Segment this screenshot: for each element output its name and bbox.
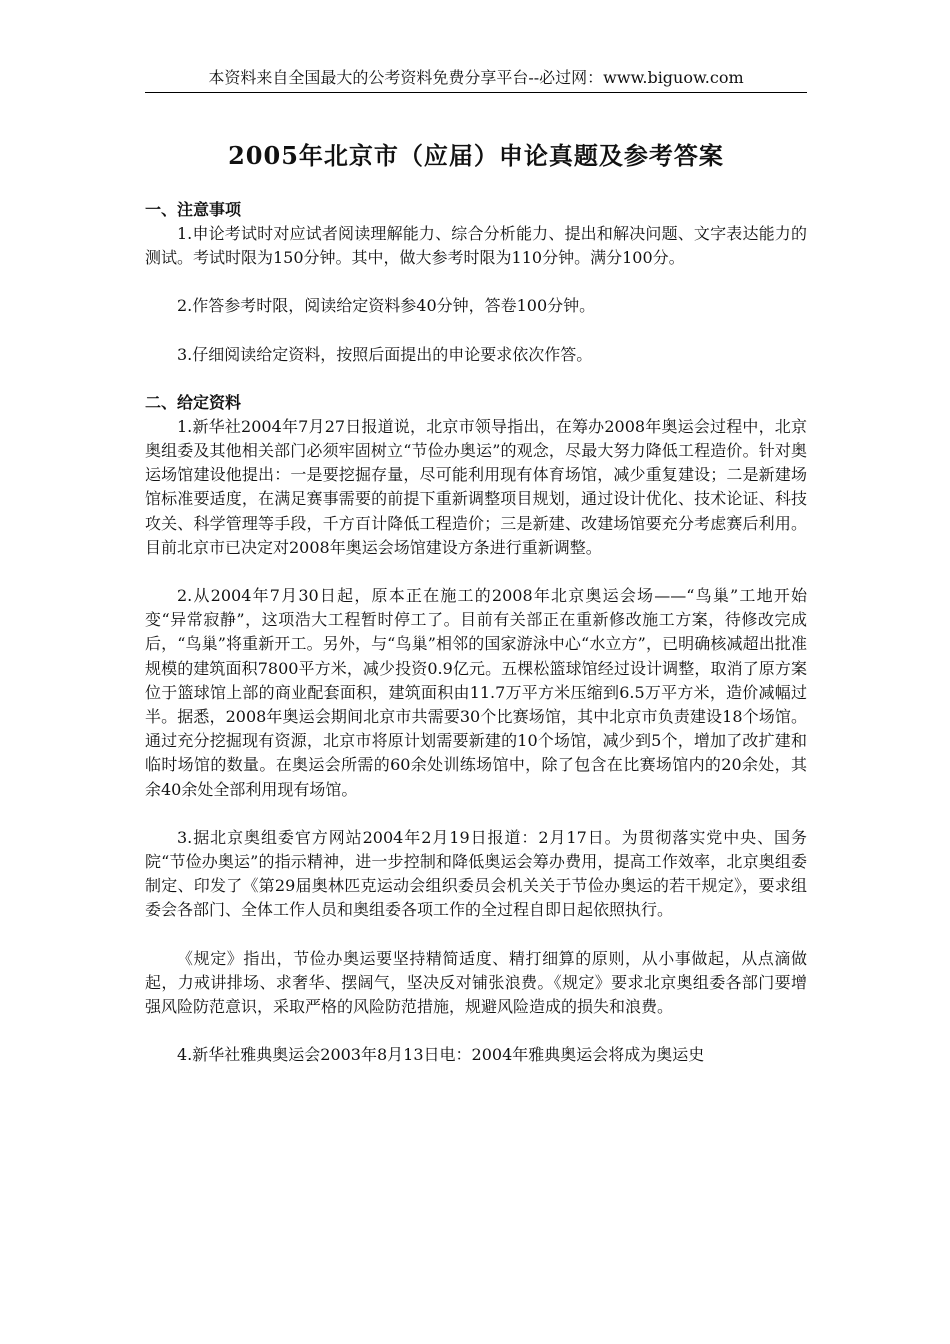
material-item-4: 4.新华社雅典奥运会2003年8月13日电：2004年雅典奥运会将成为奥运史 bbox=[177, 1045, 705, 1065]
document-title: 2005年北京市（应届）申论真题及参考答案 bbox=[228, 141, 724, 170]
notes-item-3: 3.仔细阅读给定资料，按照后面提出的申论要求依次作答。 bbox=[177, 344, 593, 364]
material-item-3: 3.据北京奥组委官方网站2004年2月19日报道：2月17日。为贯彻落实党中央、国务院“节俭办奥运”的指示精神，进一步控制和降低奥运会筹办费用，提高工作效率，北京奥组委制定、印发了《第29届奥林匹克运动会组织委员会机关关于节俭办奥运的若干规定》，要求组委会各部门、全体工作人员和奥组委各项工作的全过程自即日起依照执行。 bbox=[145, 827, 807, 920]
notes-item-1: 1.申论考试时对应试者阅读理解能力、综合分析能力、提出和解决问题、文字表达能力的测试。考试时限为150分钟。其中，做大参考时限为110分钟。满分100分。 bbox=[145, 224, 807, 268]
material-item-3-regulation: 《规定》指出，节俭办奥运要坚持精简适度、精打细算的原则，从小事做起，从点滴做起，力戒讲排场、求奢华、摆阔气，坚决反对铺张浪费。《规定》要求北京奥组委各部门要增强风险防范意识，采取严格的风险防范措施，规避风险造成的损失和浪费。 bbox=[145, 948, 807, 1017]
section-heading-materials: 二、给定资料 bbox=[145, 392, 242, 412]
document-body bbox=[145, 198, 807, 1067]
page-header: 本资料来自全国最大的公考资料免费分享平台--必过网：www.biguow.com bbox=[145, 66, 807, 93]
section-heading-notes: 一、注意事项 bbox=[145, 200, 242, 219]
notes-item-2: 2.作答参考时限，阅读给定资料参40分钟，答卷100分钟。 bbox=[177, 296, 596, 316]
material-item-2: 2.从2004年7月30日起，原本正在施工的2008年北京奥运会场——“鸟巢”工地开始变“异常寂静”，这项浩大工程暂时停工了。目前有关部正在重新修改施工方案，待修改完成后，“鸟巢”将重新开工。另外，与“鸟巢”相邻的国家游泳中心“水立方”，已明确核减超出批准规模的建筑面积7800平方米，减少投资0.9亿元。五棵松篮球馆经过设计调整，取消了原方案位于篮球馆上部的商业配套面积，建筑面积由11.7万平方米压缩到6.5万平方米，造价减幅过半。据悉，2008年奥运会期间北京市共需要30个比赛场馆，其中北京市负责建设18个场馆。通过充分挖掘现有资源，北京市将原计划需要新建的10个场馆，减少到5个，增加了改扩建和临时场馆的数量。在奥运会所需的60余处训练场馆中，除了包含在比赛场馆内的20余处，其余40余处全部利用现有场馆。 bbox=[145, 586, 807, 799]
material-item-1: 1.新华社2004年7月27日报道说，北京市领导指出，在筹办2008年奥运会过程中，北京奥组委及其他相关部门必须牢固树立“节俭办奥运”的观念，尽最大努力降低工程造价。针对奥运场馆建设他提出：一是要挖掘存量，尽可能利用现有体育场馆，减少重复建设；二是新建场馆标准要适度，在满足赛事需要的前提下重新调整项目规划，通过设计优化、技术论证、科技攻关、科学管理等手段，千方百计降低工程造价；三是新建、改建场馆要充分考虑赛后利用。目前北京市已决定对2008年奥运会场馆建设方条进行重新调整。 bbox=[145, 416, 807, 557]
